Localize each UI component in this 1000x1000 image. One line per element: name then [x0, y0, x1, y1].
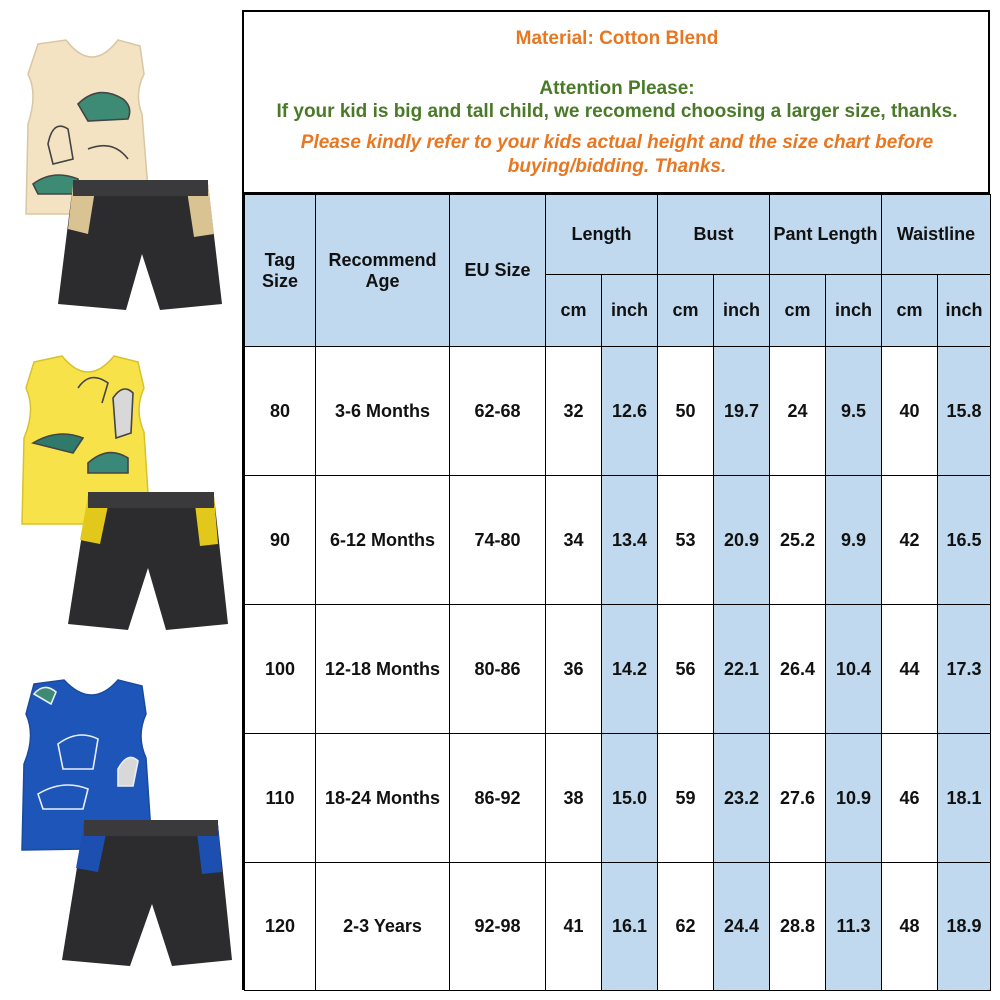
- cell-pant-inch: 11.3: [826, 863, 882, 991]
- cell-waist-cm: 46: [882, 734, 938, 863]
- cell-tag-size: 120: [245, 863, 316, 991]
- cell-recommend-age: 3-6 Months: [316, 347, 450, 476]
- cell-bust-inch: 19.7: [714, 347, 770, 476]
- cell-pant-cm: 28.8: [770, 863, 826, 991]
- cell-eu-size: 86-92: [450, 734, 546, 863]
- cell-length-cm: 38: [546, 734, 602, 863]
- blue-dino-outfit-image: [18, 674, 238, 974]
- cell-eu-size: 80-86: [450, 605, 546, 734]
- table-row: [245, 605, 991, 734]
- cell-length-cm: 41: [546, 863, 602, 991]
- cell-waist-inch: 17.3: [938, 605, 991, 734]
- cell-eu-size: 74-80: [450, 476, 546, 605]
- header-unit-cm: cm: [770, 275, 826, 347]
- table-row: [245, 863, 991, 991]
- cell-bust-cm: 59: [658, 734, 714, 863]
- header-unit-inch: inch: [602, 275, 658, 347]
- cell-bust-cm: 62: [658, 863, 714, 991]
- header-unit-cm: cm: [658, 275, 714, 347]
- cell-bust-inch: 24.4: [714, 863, 770, 991]
- header-unit-cm: cm: [882, 275, 938, 347]
- cell-recommend-age: 12-18 Months: [316, 605, 450, 734]
- notice-panel: [244, 10, 990, 194]
- cell-eu-size: 62-68: [450, 347, 546, 476]
- header-pant-length: Pant Length: [770, 195, 882, 275]
- beige-dino-outfit-image: [18, 34, 238, 324]
- cell-waist-inch: 18.9: [938, 863, 991, 991]
- cell-pant-inch: 10.9: [826, 734, 882, 863]
- header-unit-cm: cm: [546, 275, 602, 347]
- cell-bust-cm: 53: [658, 476, 714, 605]
- cell-bust-cm: 50: [658, 347, 714, 476]
- cell-pant-cm: 26.4: [770, 605, 826, 734]
- cell-waist-inch: 15.8: [938, 347, 991, 476]
- cell-pant-cm: 27.6: [770, 734, 826, 863]
- header-waistline: Waistline: [882, 195, 991, 275]
- cell-length-cm: 36: [546, 605, 602, 734]
- cell-waist-inch: 18.1: [938, 734, 991, 863]
- cell-length-inch: 15.0: [602, 734, 658, 863]
- cell-length-inch: 13.4: [602, 476, 658, 605]
- attention-text: If your kid is big and tall child, we recomend choosing a larger size, thanks.: [276, 101, 958, 122]
- cell-waist-cm: 48: [882, 863, 938, 991]
- cell-waist-cm: 42: [882, 476, 938, 605]
- cell-pant-cm: 25.2: [770, 476, 826, 605]
- cell-pant-inch: 10.4: [826, 605, 882, 734]
- product-image-panel: [10, 10, 244, 990]
- header-bust: Bust: [658, 195, 770, 275]
- cell-pant-inch: 9.9: [826, 476, 882, 605]
- cell-length-inch: 14.2: [602, 605, 658, 734]
- cell-bust-inch: 22.1: [714, 605, 770, 734]
- header-length: Length: [546, 195, 658, 275]
- cell-recommend-age: 18-24 Months: [316, 734, 450, 863]
- cell-tag-size: 90: [245, 476, 316, 605]
- cell-pant-cm: 24: [770, 347, 826, 476]
- cell-bust-cm: 56: [658, 605, 714, 734]
- size-chart-table: [244, 194, 991, 991]
- header-eu-size: EU Size: [450, 195, 546, 347]
- cell-tag-size: 80: [245, 347, 316, 476]
- cell-length-inch: 12.6: [602, 347, 658, 476]
- cell-waist-cm: 40: [882, 347, 938, 476]
- cell-recommend-age: 2-3 Years: [316, 863, 450, 991]
- cell-waist-inch: 16.5: [938, 476, 991, 605]
- waistband: [88, 492, 214, 508]
- refer-text: Please kindly refer to your kids actual height and the size chart before buying/bidding. Thanks.: [300, 132, 934, 177]
- header-recommend-age: Recommend Age: [316, 195, 450, 347]
- yellow-dino-outfit-image: [18, 348, 238, 638]
- header-tag-size: Tag Size: [245, 195, 316, 347]
- waistband: [84, 820, 218, 836]
- header-unit-inch: inch: [826, 275, 882, 347]
- waistband: [73, 180, 208, 196]
- table-row: [245, 734, 991, 863]
- cell-recommend-age: 6-12 Months: [316, 476, 450, 605]
- cell-eu-size: 92-98: [450, 863, 546, 991]
- header-unit-inch: inch: [938, 275, 991, 347]
- table-row: [245, 476, 991, 605]
- cell-bust-inch: 23.2: [714, 734, 770, 863]
- cell-length-cm: 32: [546, 347, 602, 476]
- material-text: Material: Cotton Blend: [515, 28, 719, 49]
- header-unit-inch: inch: [714, 275, 770, 347]
- cell-length-cm: 34: [546, 476, 602, 605]
- table-row: [245, 347, 991, 476]
- cell-pant-inch: 9.5: [826, 347, 882, 476]
- cell-tag-size: 110: [245, 734, 316, 863]
- cell-tag-size: 100: [245, 605, 316, 734]
- cell-length-inch: 16.1: [602, 863, 658, 991]
- cell-waist-cm: 44: [882, 605, 938, 734]
- cell-bust-inch: 20.9: [714, 476, 770, 605]
- attention-title: Attention Please:: [539, 78, 695, 99]
